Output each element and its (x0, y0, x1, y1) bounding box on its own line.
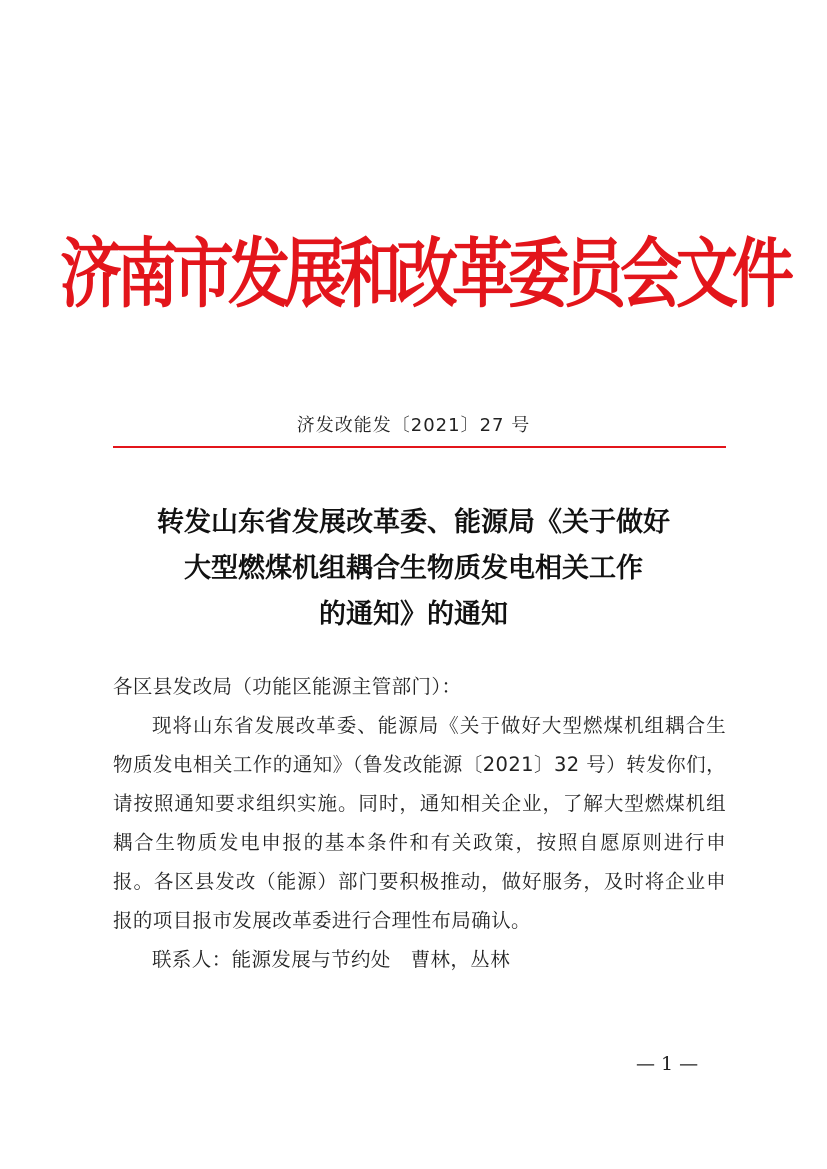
document-masthead: 济南市发展和改革委员会文件 (60, 229, 789, 319)
contact-line: 联系人：能源发展与节约处 曹林，丛林 (152, 948, 511, 971)
salutation: 各区县发改局（功能区能源主管部门）： (113, 675, 462, 698)
red-divider-line (113, 446, 726, 448)
title-line-3: 的通知》的通知 (319, 599, 508, 630)
page-number: — 1 — (636, 1053, 699, 1075)
body-paragraph: 现将山东省发展改革委、能源局《关于做好大型燃煤机组耦合生物质发电相关工作的通知》（鲁发改能源〔2021〕32 号）转发你们，请按照通知要求组织实施。同时，通知相关企业，了解大型燃煤机组耦合生物质发电申报的基本条件和有关政策，按照自愿原则进行申报。各区县发改（能源）部门要积极推动，做好服务，及时将企业申报的项目报市发展改革委进行合理性布局确认。 (113, 714, 726, 932)
document-body (113, 667, 726, 979)
title-line-2: 大型燃煤机组耦合生物质发电相关工作 (184, 553, 643, 584)
document-number: 济发改能发〔2021〕27 号 (296, 415, 531, 436)
title-line-1: 转发山东省发展改革委、能源局《关于做好 (157, 507, 670, 538)
document-title (100, 500, 727, 638)
